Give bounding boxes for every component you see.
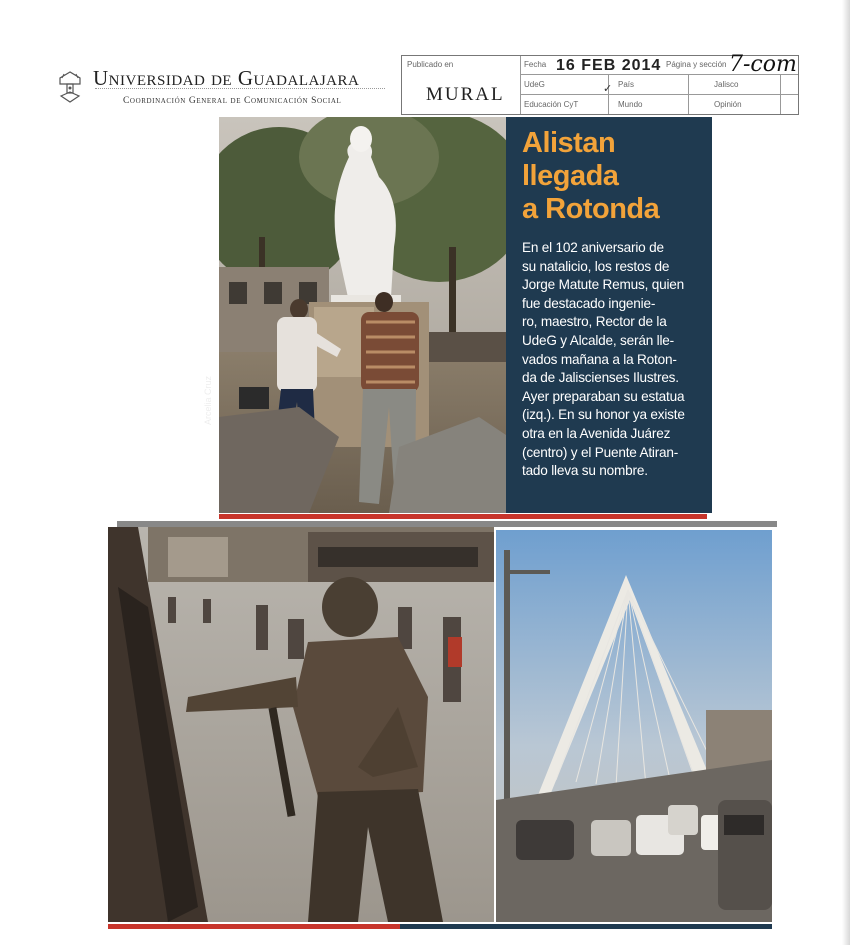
body-line: (centro) y el Puente Atiran- (522, 444, 679, 460)
body-line: En el 102 aniversario de (522, 240, 664, 255)
body-line: otra en la Avenida Juárez (522, 425, 671, 441)
section-mundo: Mundo (618, 100, 643, 109)
statue-photo (219, 117, 509, 513)
photo-credit: Arcelia Cruz (203, 375, 213, 425)
date-value: 16 FEB 2014 (556, 57, 662, 74)
university-name: Universidad de Guadalajara (93, 66, 360, 90)
department-name: Coordinación General de Comunicación Social (123, 96, 342, 106)
body-line: Ayer preparaban su estatua (522, 388, 685, 404)
red-rule (219, 514, 707, 519)
section-opinion: Opinión (714, 100, 742, 109)
publication-logo: MURAL (426, 84, 505, 105)
body-line: da de Jaliscienses Ilustres. (522, 370, 679, 386)
clipping-stamp (401, 52, 799, 115)
body-line: Jorge Matute Remus, quien (522, 277, 684, 293)
date-label: Fecha (524, 60, 547, 69)
bridge-photo (496, 530, 772, 922)
divider (95, 88, 385, 91)
bronze-statue-photo (108, 527, 494, 922)
body-line: su natalicio, los restos de (522, 258, 670, 274)
body-line: (izq.). En su honor ya existe (522, 407, 685, 423)
red-rule-bottom (108, 924, 400, 929)
check-mark-icon: ✓ (603, 83, 613, 95)
section-jalisco: Jalisco (714, 80, 739, 89)
body-line: vados mañana a la Roton- (522, 351, 677, 367)
body-line: ro, maestro, Rector de la (522, 314, 667, 330)
headline-line-2: llegada (522, 160, 619, 192)
body-line: tado lleva su nombre. (522, 463, 648, 479)
headline-line-1: Alistan (522, 127, 616, 159)
published-in-label: Publicado en (407, 60, 454, 69)
page-edge (842, 0, 850, 945)
blue-rule-bottom (400, 924, 772, 929)
headline-line-3: a Rotonda (522, 193, 660, 225)
article-headline (522, 127, 702, 226)
body-line: UdeG y Alcalde, serán lle- (522, 332, 674, 348)
article-body (522, 239, 708, 481)
page-label: Página y sección (666, 60, 727, 69)
page-value: 7-com (729, 52, 797, 77)
udg-crest-icon (56, 70, 84, 104)
section-educacion: Educación CyT (524, 100, 579, 109)
section-pais: País (618, 80, 635, 89)
body-line: fue destacado ingenie- (522, 295, 656, 311)
section-udeg: UdeG (524, 80, 545, 89)
